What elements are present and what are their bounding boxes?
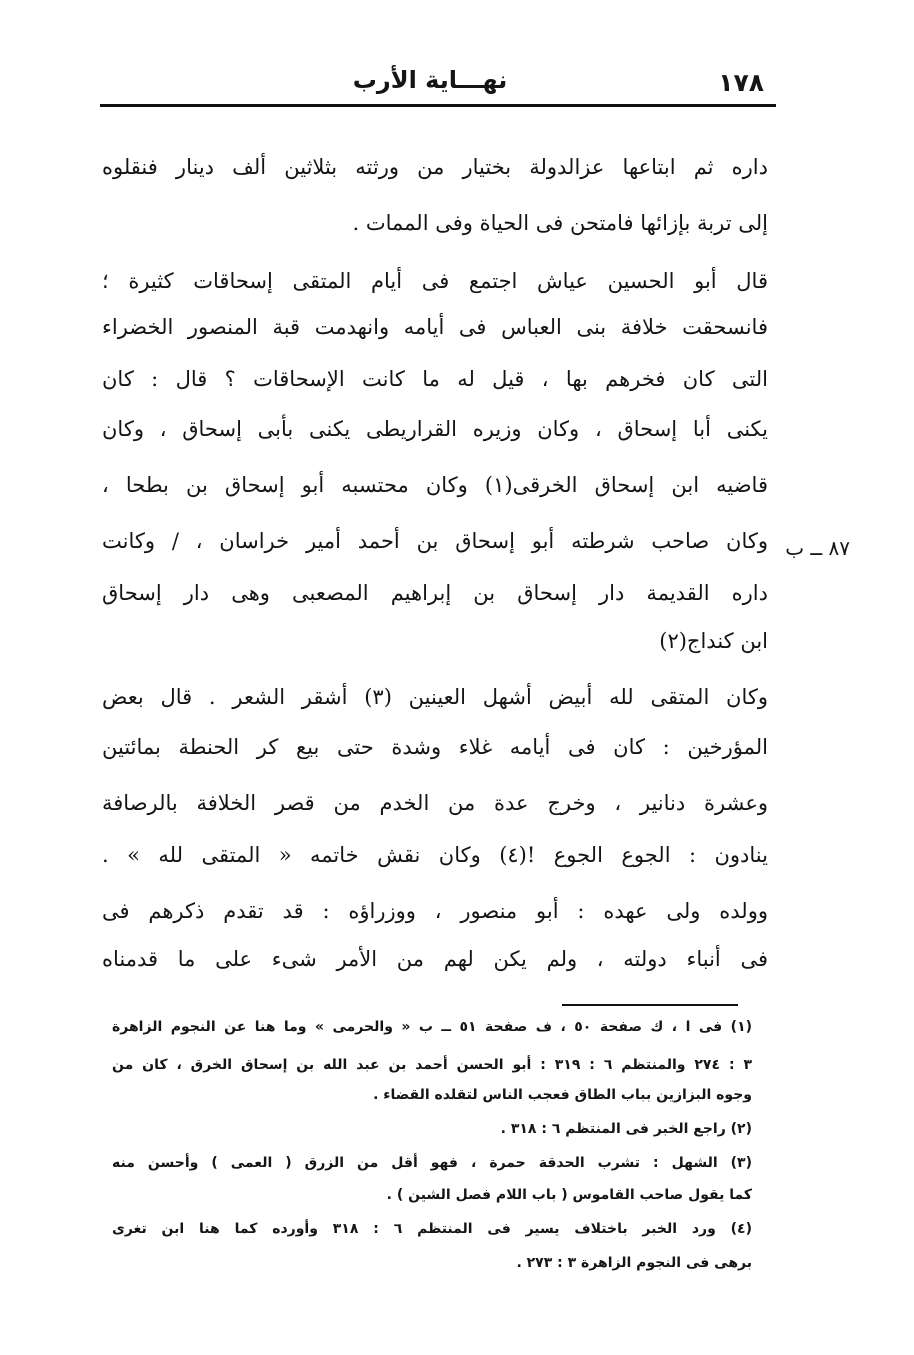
- body-line: يكنى أبا إسحاق ، وكان وزيره القراريطى يكنى بأبى إسحاق ، وكان: [102, 417, 768, 441]
- footnote-line: (٣) الشهل : تشرب الحدقة حمرة ، فهو أقل من الزرق ( العمى ) وأحسن منه: [112, 1155, 752, 1171]
- body-line: وكان صاحب شرطته أبو إسحاق بن أحمد أمير خراسان ، / وكانت: [102, 529, 768, 553]
- body-line: فانسحقت خلافة بنى العباس فى أيامه وانهدمت قبة المنصور الخضراء: [102, 315, 768, 339]
- body-line: التى كان فخرهم بها ، قيل له ما كانت الإسحاقات ؟ قال : كان: [102, 367, 768, 391]
- marginal-folio-note: ٨٧ ــ ب: [785, 536, 850, 560]
- header-rule: [100, 104, 776, 107]
- footnote-line: (١) فى ا ، ك صفحة ٥٠ ، ف صفحة ٥١ ــ ب « والحرمى » وما هنا عن النجوم الزاهرة: [112, 1019, 752, 1035]
- body-line: قاضيه ابن إسحاق الخرقى(١) وكان محتسبه أبو إسحاق بن بطحا ،: [102, 473, 768, 497]
- footnote-rule: [562, 1004, 738, 1006]
- body-line: وعشرة دنانير ، وخرج عدة من الخدم من قصر الخلافة بالرصافة: [102, 791, 768, 815]
- footnote-line: برهى فى النجوم الزاهرة ٣ : ٢٧٣ .: [516, 1255, 752, 1271]
- footnote-line: (٢) راجع الخبر فى المنتظم ٦ : ٣١٨ .: [500, 1121, 752, 1137]
- page-header: [100, 58, 772, 104]
- body-line: داره ثم ابتاعها عزالدولة بختيار من ورثته بثلاثين ألف دينار فنقلوه: [102, 155, 768, 179]
- footnote-line: (٤) ورد الخبر باختلاف يسير فى المنتظم ٦ : ٣١٨ وأورده كما هنا ابن تغرى: [112, 1221, 752, 1237]
- page-number: ١٧٨: [718, 68, 764, 97]
- body-line: إلى تربة بإزائها فامتحن فى الحياة وفى الممات .: [352, 211, 768, 235]
- body-line: ينادون : الجوع الجوع !(٤) وكان نقش خاتمه « المتقى لله » .: [102, 843, 768, 867]
- body-line: ابن كنداج(٢): [659, 629, 768, 653]
- running-title: نهـــاية الأرب: [352, 66, 508, 94]
- footnote-line: كما يقول صاحب القاموس ( باب اللام فصل الشين ) .: [386, 1187, 752, 1203]
- body-line: وكان المتقى لله أبيض أشهل العينين (٣) أشقر الشعر . قال بعض: [102, 685, 768, 709]
- body-line: وولده ولى عهده : أبو منصور ، ووزراؤه : قد تقدم ذكرهم فى: [102, 899, 768, 923]
- footnote-line: ٣ : ٢٧٤ والمنتظم ٦ : ٣١٩ : أبو الحسن أحمد بن عبد الله بن إسحاق الخرق ، كان من: [112, 1057, 752, 1073]
- body-line: قال أبو الحسين عياش اجتمع فى أيام المتقى إسحاقات كثيرة ؛: [102, 269, 768, 293]
- footnote-line: وجوه البزازين بباب الطاق فعجب الناس لتقلده القضاء .: [373, 1087, 752, 1103]
- body-line: داره القديمة دار إسحاق بن إبراهيم المصعبى وهى دار إسحاق: [102, 581, 768, 605]
- body-line: المؤرخين : كان فى أيامه غلاء وشدة حتى بيع كر الحنطة بمائتين: [102, 735, 768, 759]
- body-line: فى أنباء دولته ، ولم يكن لهم من الأمر شىء على ما قدمناه: [102, 947, 768, 971]
